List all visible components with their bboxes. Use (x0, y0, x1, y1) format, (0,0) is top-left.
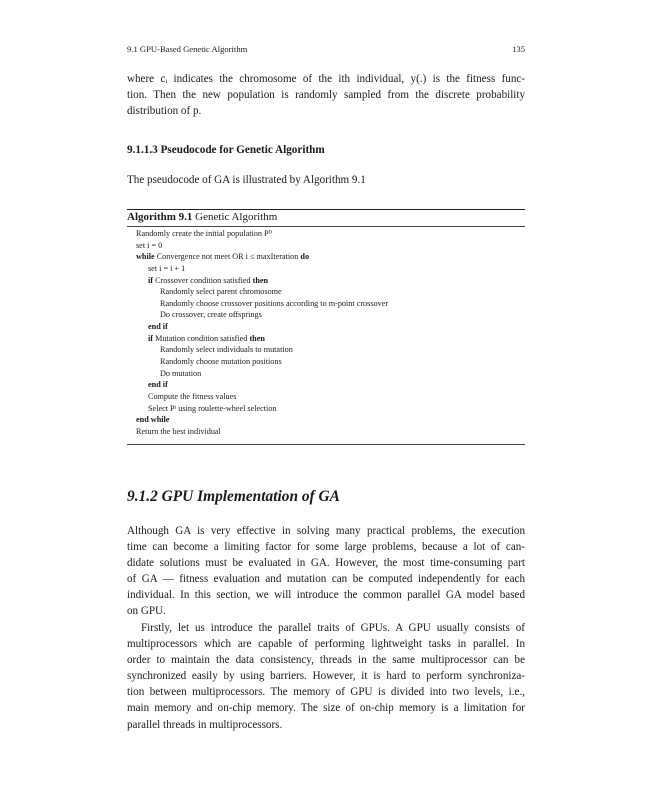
algorithm-keyword: then (249, 333, 265, 343)
algorithm-line (136, 368, 525, 380)
algorithm-statement: Convergence not meet OR i ≤ maxIteration (154, 252, 301, 262)
algorithm-keyword: if (148, 333, 154, 343)
pseudocode-intro (127, 172, 525, 188)
running-header (127, 44, 525, 54)
running-title: 9.1 GPU-Based Genetic Algorithm (127, 44, 248, 54)
text-line: where cᵢ indicates the chromosome of the ith individual, y(.) is the fitness func- (127, 73, 525, 85)
algorithm-statement: Select Pⁱ using roulette-wheel selection (148, 403, 277, 413)
algorithm-keyword: if (148, 275, 154, 285)
section-heading-9-1-1-3: 9.1.1.3 Pseudocode for Genetic Algorithm (127, 144, 325, 156)
algorithm-keyword: end if (148, 322, 168, 332)
text-line: order to maintain the data consistency, threads in the same multiprocessor can be (127, 654, 525, 667)
text-line: distribution of p. (127, 105, 202, 118)
algorithm-top-rule (127, 209, 525, 210)
algorithm-line (136, 298, 525, 310)
text-line: tion. Then the new population is randomly sampled from the discrete probability (127, 89, 525, 102)
algorithm-title (127, 211, 277, 223)
algorithm-statement: Do mutation (160, 368, 202, 378)
text-line: didate solutions must be evaluated in GA. However, the most time-consuming part (127, 557, 525, 570)
page-number: 135 (512, 44, 525, 54)
algorithm-line (136, 391, 525, 403)
algorithm-keyword: end while (136, 415, 170, 425)
paragraph-2 (127, 620, 525, 733)
algorithm-statement: Return the best individual (136, 426, 221, 436)
algorithm-statement: Randomly create the initial population P⁰ (136, 229, 272, 238)
text-line: Firstly, let us introduce the parallel traits of GPUs. A GPU usually consists of (141, 622, 525, 634)
algorithm-line (136, 333, 525, 345)
algorithm-name: Genetic Algorithm (195, 211, 278, 223)
algorithm-line (136, 356, 525, 368)
algorithm-label: Algorithm 9.1 (127, 211, 193, 223)
algorithm-statement: Do crossover, create offsprings (160, 310, 262, 320)
text-line: Although GA is very effective in solving many practical problems, the execution (127, 525, 525, 537)
algorithm-line (136, 275, 525, 287)
algorithm-keyword: while (136, 252, 155, 262)
text-line: time can become a limiting factor for some large problems, because a lot of can- (127, 541, 525, 554)
text-line: on GPU. (127, 605, 166, 618)
algorithm-statement: Randomly choose mutation positions (160, 357, 282, 367)
algorithm-keyword: do (300, 252, 310, 262)
algorithm-line (136, 309, 525, 321)
algorithm-line (136, 379, 525, 391)
text-line: individual. In this section, we will introduce the common parallel GA model based (127, 589, 525, 602)
algorithm-line (136, 228, 525, 240)
algorithm-line (136, 344, 525, 356)
algorithm-line (136, 286, 525, 298)
algorithm-statement: Randomly select parent chromosome (160, 287, 282, 297)
algorithm-bottom-rule (127, 444, 525, 445)
intro-paragraph (127, 71, 525, 119)
algorithm-line (136, 414, 525, 426)
algorithm-statement: Mutation condition satisfied (153, 333, 250, 343)
algorithm-statement: set i = 0 (136, 240, 163, 250)
algorithm-statement: Compute the fitness values (148, 391, 237, 401)
text-line: multiprocessors which are capable of performing lightweight tasks in parallel. In (127, 638, 525, 651)
algorithm-line (136, 240, 525, 252)
algorithm-keyword: then (252, 275, 269, 285)
algorithm-line (136, 403, 525, 415)
section-heading-9-1-2: 9.1.2 GPU Implementation of GA (127, 488, 340, 505)
algorithm-statement: Randomly choose crossover positions according to m-point crossover (160, 298, 389, 308)
algorithm-line (136, 321, 525, 333)
algorithm-mid-rule (127, 226, 525, 227)
book-page (127, 0, 525, 800)
paragraph-1 (127, 523, 525, 620)
algorithm-line (136, 263, 525, 275)
text-line: The pseudocode of GA is illustrated by Algorithm 9.1 (127, 174, 366, 186)
algorithm-keyword: end if (148, 380, 168, 390)
algorithm-line (136, 251, 525, 263)
text-line: tion between multiprocessors. The memory of GPU is divided into two levels, i.e., (127, 686, 525, 699)
algorithm-line (136, 426, 525, 438)
text-line: synchronized easily by using barriers. However, it is hard to perform synchroniza- (127, 670, 525, 683)
algorithm-statement: Crossover condition satisfied (153, 275, 253, 285)
algorithm-body (136, 228, 525, 438)
text-line: main memory and on-chip memory. The size of on-chip memory is a limitation for (127, 702, 525, 715)
algorithm-statement: Randomly select individuals to mutation (160, 345, 293, 355)
algorithm-statement: set i = i + 1 (148, 263, 186, 273)
text-line: of GA — fitness evaluation and mutation can be computed independently for each (127, 573, 525, 586)
text-line: parallel threads in multiprocessors. (127, 718, 283, 731)
